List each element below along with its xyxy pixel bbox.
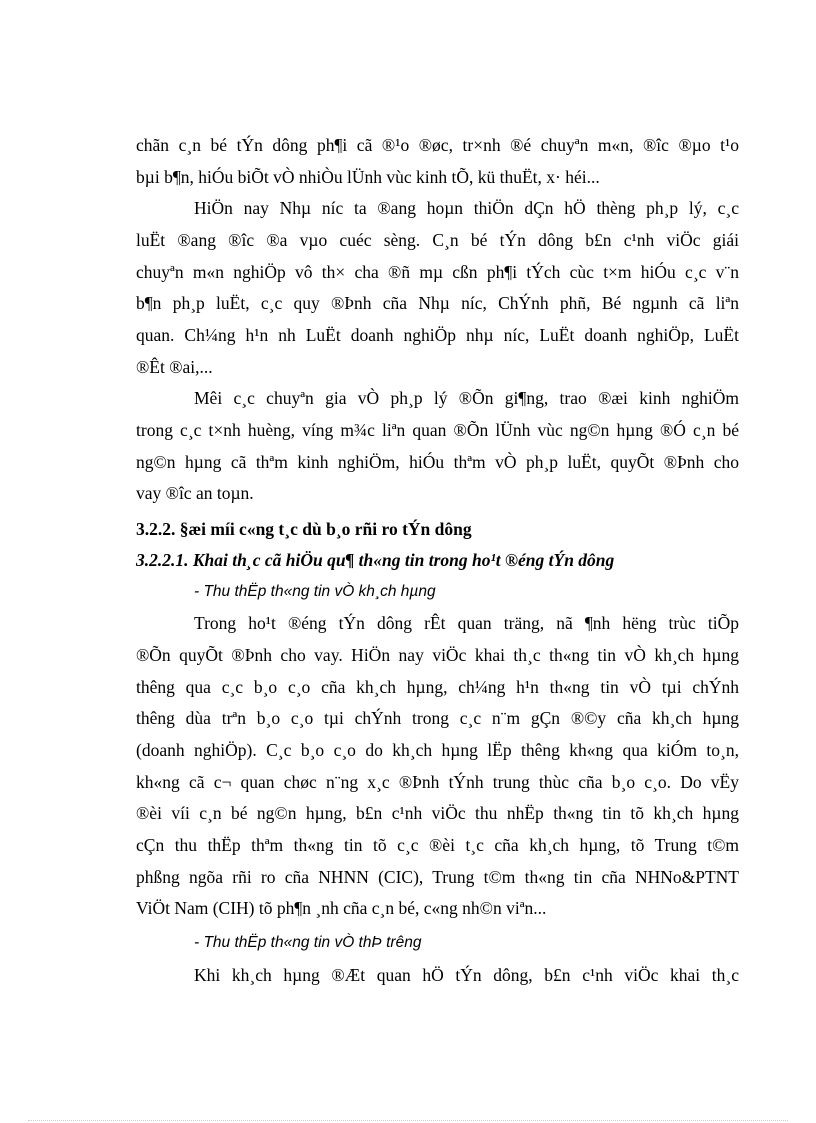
body-line: phßng ngõa rñi ro cña NHNN (CIC), Trung t©m th«ng tin cña NHNo&PTNT [136, 867, 739, 887]
body-line: chãn c¸n bé tÝn dông ph¶i cã ®¹o ®øc, tr×nh ®é chuyªn m«n, ®îc ®µo t¹o [136, 135, 739, 155]
dash-heading: - Thu thËp th«ng tin vÒ kh¸ch hµng [194, 583, 436, 600]
body-line: ®Êt ®ai,... [136, 357, 213, 377]
dash-heading: - Thu thËp th«ng tin vÒ thÞ trêng [194, 934, 422, 951]
paragraph-start: Trong ho¹t ®éng tÝn dông rÊt quan träng, nã ¶nh hëng trùc tiÕp [194, 613, 739, 633]
body-line: ®Õn quyÕt ®Þnh cho vay. HiÖn nay viÖc khai th¸c th«ng tin vÒ kh¸ch hµng [136, 645, 739, 665]
subsection-heading: 3.2.2.1. Khai th¸c cã hiÖu qu¶ th«ng tin trong ho¹t ®éng tÝn dông [136, 550, 615, 570]
body-line: (doanh nghiÖp). C¸c b¸o c¸o do kh¸ch hµng lËp thêng kh«ng qua kiÓm to¸n, [136, 740, 739, 760]
paragraph-start: HiÖn nay Nhµ níc ta ®ang hoµn thiÖn dÇn hÖ thèng ph¸p lý, c¸c [194, 198, 739, 218]
body-line: thêng dùa trªn b¸o c¸o tµi chÝnh trong c¸c n¨m gÇn ®©y cña kh¸ch hµng [136, 708, 739, 728]
body-line: quan. Ch¼ng h¹n nh LuËt doanh nghiÖp nhµ níc, LuËt doanh nghiÖp, LuËt [136, 325, 739, 345]
body-line: luËt ®ang ®îc ®a vµo cuéc sèng. C¸n bé tÝn dông b£n c¹nh viÖc giái [136, 230, 739, 250]
body-line: trong c¸c t×nh huèng, víng m¾c liªn quan ®Õn lÜnh vùc ng©n hµng ®Ó c¸n bé [136, 420, 739, 440]
body-line: chuyªn m«n nghiÖp vô th× cha ®ñ mµ cßn ph¶i tÝch cùc t×m hiÓu c¸c v¨n [136, 262, 739, 282]
page-bottom-rule [28, 1120, 788, 1121]
section-heading: 3.2.2. §æi míi c«ng t¸c dù b¸o rñi ro tÝn dông [136, 519, 472, 539]
body-line: b¶n ph¸p luËt, c¸c quy ®Þnh cña Nhµ níc, ChÝnh phñ, Bé ngµnh cã liªn [136, 293, 739, 313]
body-line: vay ®îc an toµn. [136, 483, 254, 503]
body-line: ViÖt Nam (CIH) tõ ph¶n ¸nh cña c¸n bé, c«ng nh©n viªn... [136, 898, 547, 918]
body-line: ng©n hµng cã thªm kinh nghiÖm, hiÓu thªm vÒ ph¸p luËt, quyÕt ®Þnh cho [136, 452, 739, 472]
body-line: thêng qua c¸c b¸o c¸o cña kh¸ch hµng, ch¼ng h¹n th«ng tin vÒ tµi chÝnh [136, 677, 739, 697]
paragraph-start: Khi kh¸ch hµng ®Æt quan hÖ tÝn dông, b£n c¹nh viÖc khai th¸c [194, 965, 739, 985]
body-line: ®èi víi c¸n bé ng©n hµng, b£n c¹nh viÖc thu nhËp th«ng tin tõ kh¸ch hµng [136, 803, 739, 823]
body-line: cÇn thu thËp thªm th«ng tin tõ c¸c ®èi t¸c cña kh¸ch hµng, tõ Trung t©m [136, 835, 739, 855]
body-line: bµi b¶n, hiÓu biÕt vÒ nhiÒu lÜnh vùc kinh tÕ, kü thuËt, x· héi... [136, 167, 600, 187]
body-line: kh«ng cã c¬ quan chøc n¨ng x¸c ®Þnh tÝnh trung thùc cña b¸o c¸o. Do vËy [136, 772, 739, 792]
paragraph-start: Mêi c¸c chuyªn gia vÒ ph¸p lý ®Õn gi¶ng, trao ®æi kinh nghiÖm [194, 388, 739, 408]
